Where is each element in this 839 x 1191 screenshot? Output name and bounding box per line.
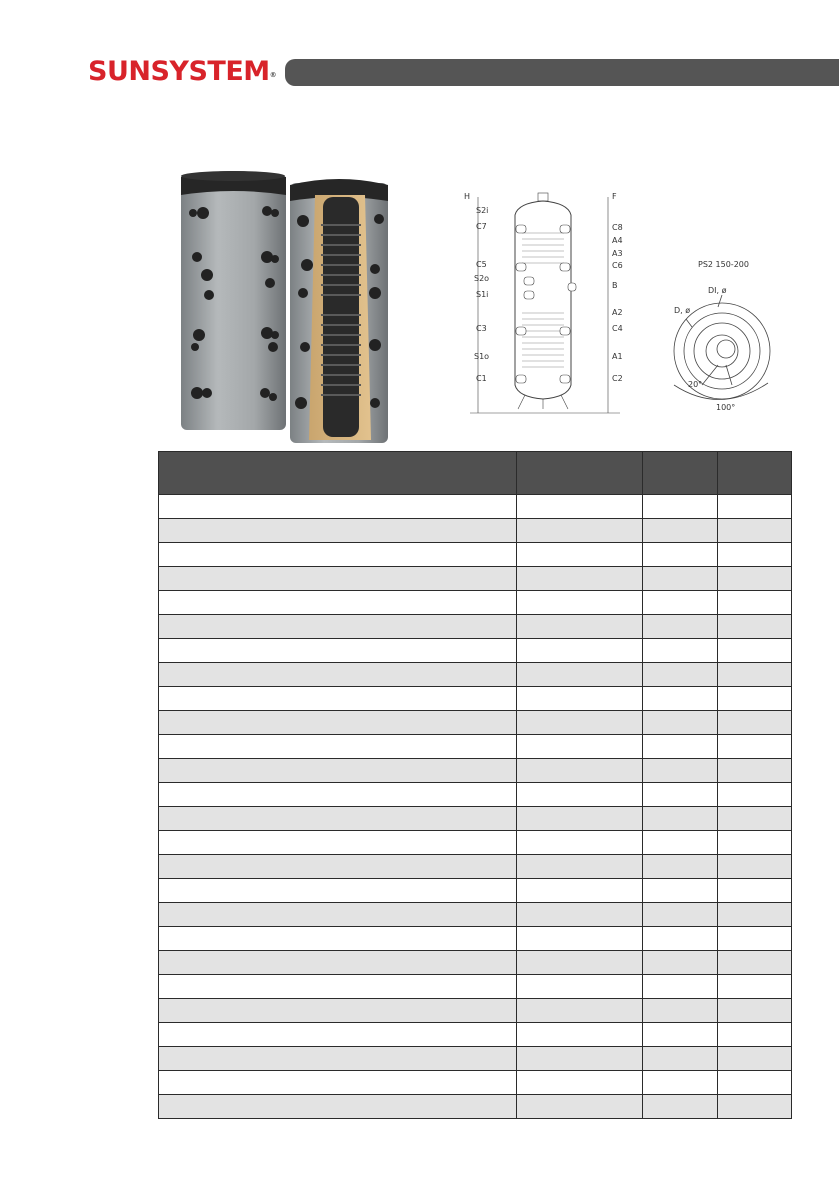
table-cell [643,951,718,975]
table-cell [517,975,643,999]
table-cell [517,927,643,951]
table-cell [718,615,792,639]
table-cell [643,903,718,927]
table-cell [159,495,517,519]
table-row [159,831,792,855]
table-cell [159,1095,517,1119]
table-cell [159,711,517,735]
table-cell [718,999,792,1023]
table-header-cell [643,452,718,495]
table-cell [517,1047,643,1071]
table-cell [718,807,792,831]
diagram-label-c3: C3 [476,324,487,333]
table-cell [517,495,643,519]
table-cell [718,519,792,543]
diagram-label-a1: A1 [612,352,623,361]
specification-table [158,451,792,1119]
table-cell [159,735,517,759]
table-row [159,759,792,783]
table-cell [718,543,792,567]
diagram-label-s2o: S2o [474,274,490,283]
table-cell [517,1023,643,1047]
table-cell [517,903,643,927]
table-cell [643,759,718,783]
table-row [159,663,792,687]
table-row [159,855,792,879]
table-cell [643,543,718,567]
table-cell [643,687,718,711]
table-cell [517,1095,643,1119]
coil-angle-large: 100° [716,403,736,412]
table-row [159,951,792,975]
table-row [159,639,792,663]
table-cell [517,783,643,807]
table-cell [643,855,718,879]
table-cell [718,879,792,903]
table-cell [159,567,517,591]
table-cell [718,639,792,663]
table-cell [718,591,792,615]
table-cell [159,519,517,543]
table-cell [517,735,643,759]
table-cell [718,903,792,927]
table-row [159,567,792,591]
table-cell [159,1071,517,1095]
table-cell [718,1095,792,1119]
table-cell [517,759,643,783]
table-cell [718,855,792,879]
brand-logo [88,57,276,87]
table-row [159,999,792,1023]
table-cell [159,1023,517,1047]
table-cell [643,927,718,951]
table-cell [517,639,643,663]
diagram-label-h: H [464,192,471,201]
diagram-label-a4: A4 [612,236,623,245]
table-cell [159,783,517,807]
table-cell [643,783,718,807]
table-row [159,927,792,951]
table-cell [718,1071,792,1095]
table-cell [517,831,643,855]
diagram-label-c1: C1 [476,374,487,383]
table-row [159,1023,792,1047]
table-cell [643,1071,718,1095]
table-cell [718,1023,792,1047]
table-cell [643,975,718,999]
coil-d-label: D, ø [674,306,691,315]
table-row [159,543,792,567]
table-cell [718,759,792,783]
diagram-label-c8: C8 [612,223,623,232]
table-cell [159,663,517,687]
table-cell [643,639,718,663]
table-cell [159,807,517,831]
table-cell [517,999,643,1023]
coil-detail-diagram [660,255,790,425]
table-cell [517,519,643,543]
table-cell [643,999,718,1023]
table-cell [718,495,792,519]
coil-angle-small: 20° [688,380,703,389]
table-row [159,519,792,543]
table-cell [159,855,517,879]
table-row [159,615,792,639]
table-cell [517,567,643,591]
table-cell [718,927,792,951]
diagram-label-a2: A2 [612,308,623,317]
coil-di-label: DI, ø [708,286,727,295]
table-cell [643,735,718,759]
table-cell [517,951,643,975]
diagram-label-c5: C5 [476,260,487,269]
table-cell [159,927,517,951]
table-row [159,879,792,903]
diagram-label-b: B [612,281,618,290]
table-header-row [159,452,792,495]
table-cell [517,807,643,831]
table-row [159,1095,792,1119]
table-cell [718,783,792,807]
table-cell [718,951,792,975]
table-cell [718,567,792,591]
table-row [159,495,792,519]
table-row [159,591,792,615]
table-row [159,1071,792,1095]
table-cell [643,1023,718,1047]
table-cell [517,1071,643,1095]
table-cell [517,591,643,615]
table-row [159,1047,792,1071]
table-cell [159,831,517,855]
table-row [159,807,792,831]
table-cell [159,543,517,567]
table-cell [517,855,643,879]
table-cell [643,567,718,591]
table-cell [159,951,517,975]
tank-technical-diagram [460,185,645,425]
table-cell [718,663,792,687]
diagram-label-f: F [612,192,617,201]
table-cell [718,735,792,759]
diagram-label-c6: C6 [612,261,623,270]
table-cell [643,831,718,855]
table-cell [643,495,718,519]
table-cell [159,999,517,1023]
table-row [159,687,792,711]
registered-mark: ® [269,71,277,79]
table-row [159,783,792,807]
table-cell [159,591,517,615]
table-cell [517,687,643,711]
table-cell [718,831,792,855]
diagram-label-s2i: S2i [476,206,489,215]
table-header-cell [159,452,517,495]
table-header-cell [517,452,643,495]
table-cell [159,879,517,903]
table-cell [643,807,718,831]
table-cell [718,687,792,711]
table-row [159,903,792,927]
table-cell [517,543,643,567]
table-cell [517,663,643,687]
tank-product-photo [175,165,400,445]
table-cell [718,975,792,999]
table-cell [643,879,718,903]
coil-detail-title: PS2 150-200 [698,260,749,269]
diagram-label-s1i: S1i [476,290,489,299]
table-row [159,711,792,735]
table-cell [517,879,643,903]
table-cell [159,759,517,783]
table-cell [643,519,718,543]
brand-name: SUNSYSTEM [88,56,270,87]
table-cell [159,615,517,639]
table-cell [159,975,517,999]
table-cell [159,1047,517,1071]
table-cell [643,1047,718,1071]
table-cell [718,1047,792,1071]
diagram-label-s1o: S1o [474,352,490,361]
table-cell [643,1095,718,1119]
table-cell [517,615,643,639]
table-cell [643,591,718,615]
header-bar [285,59,839,86]
table-cell [159,639,517,663]
diagram-label-c4: C4 [612,324,623,333]
tank-left [181,171,286,430]
table-cell [718,711,792,735]
tank-right-cutaway [290,179,388,443]
diagram-label-c2: C2 [612,374,623,383]
table-cell [159,903,517,927]
table-cell [159,687,517,711]
diagram-label-a3: A3 [612,249,623,258]
table-cell [517,711,643,735]
table-row [159,735,792,759]
table-cell [643,663,718,687]
table-cell [643,711,718,735]
table-cell [643,615,718,639]
table-header-cell [718,452,792,495]
table-row [159,975,792,999]
diagram-label-c7: C7 [476,222,487,231]
table-body [159,495,792,1119]
